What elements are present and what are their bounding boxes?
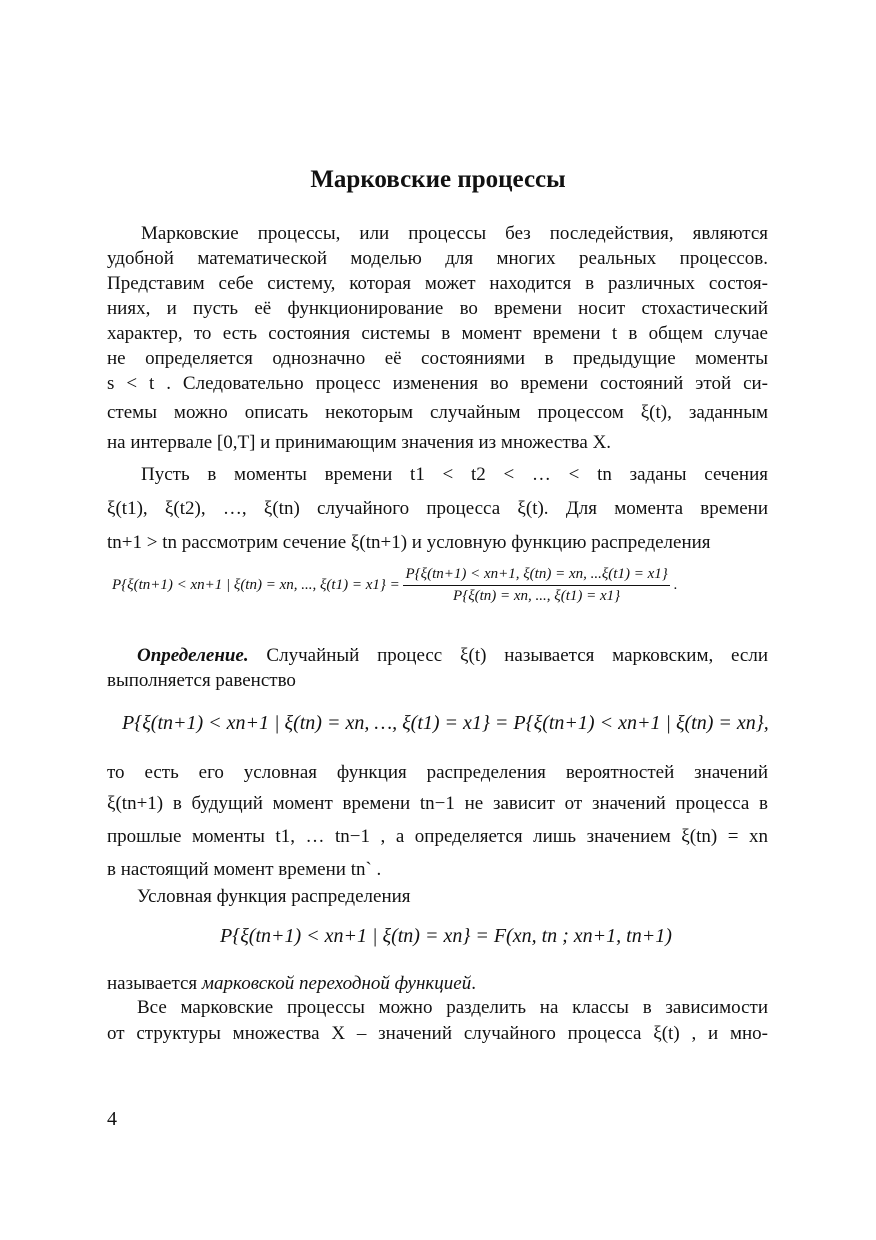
text-line: ξ(t1), ξ(t2), …, ξ(tn) случайного процесса ξ(t). Для момента времени — [107, 498, 768, 519]
text-line: на интервале [0,T] и принимающим значения из множества X. — [107, 432, 612, 453]
formula-fraction — [403, 566, 669, 605]
paragraph-5 — [107, 971, 768, 996]
paragraph-3 — [107, 760, 768, 882]
text-line — [107, 971, 768, 996]
text-line: Условная функция распределения — [137, 886, 411, 907]
text-line: Все марковские процессы можно разделить на классы в зависимости — [137, 997, 768, 1018]
text-line: то есть его условная функция распределения вероятностей значений — [107, 762, 768, 783]
paragraph-2 — [107, 462, 768, 555]
page-number: 4 — [107, 1108, 117, 1130]
term-italic: марковской переходной функцией — [201, 973, 472, 994]
paragraph-4 — [107, 884, 768, 909]
text-line: не определяется однозначно её состояниями в предыдущие моменты — [107, 348, 768, 369]
text-line: стемы можно описать некоторым случайным процессом ξ(t), заданным — [107, 402, 768, 423]
text-suffix: . — [471, 973, 476, 994]
text-line: в настоящий момент времени tn` . — [107, 859, 382, 880]
text-line: удобной математической моделью для многих реальных процессов. — [107, 248, 768, 269]
formula-end: . — [673, 576, 678, 593]
formula-denominator: P{ξ(tn) = xn, ..., ξ(t1) = x1} — [453, 588, 621, 604]
text-line: Представим себе систему, которая может находится в различных состоя- — [107, 273, 768, 294]
paragraph-6 — [107, 995, 768, 1046]
transition-function-formula: P{ξ(tn+1) < xn+1 | ξ(tn) = xn} = F(xn, tn ; xn+1, tn+1) — [220, 925, 672, 947]
text-line: Марковские процессы, или процессы без последействия, являются — [141, 223, 768, 244]
definition-paragraph — [107, 643, 768, 693]
conditional-distribution-formula — [112, 566, 677, 605]
text-line: от структуры множества X – значений случайного процесса ξ(t) , и мно- — [107, 1023, 768, 1044]
text-prefix: называется — [107, 973, 202, 994]
formula-lhs: P{ξ(tn+1) < xn+1 | ξ(tn) = xn, ..., ξ(t1) = x1} = — [112, 576, 400, 593]
text-line: выполняется равенство — [107, 670, 296, 691]
definition-label: Определение. — [137, 645, 249, 666]
text-line — [107, 643, 768, 668]
text-line: прошлые моменты t1, … tn−1 , а определяется лишь значением ξ(tn) = xn — [107, 826, 768, 847]
text-line: tn+1 > tn рассмотрим сечение ξ(tn+1) и условную функцию распределения — [107, 532, 711, 553]
markov-property-formula: P{ξ(tn+1) < xn+1 | ξ(tn) = xn, …, ξ(t1) = x1} = P{ξ(tn+1) < xn+1 | ξ(tn) = xn}, — [122, 712, 769, 734]
paragraph-1 — [107, 221, 768, 455]
text-line: характер, то есть состояния системы в момент времени t в общем случае — [107, 323, 768, 344]
page-title: Марковские процессы — [310, 166, 566, 193]
definition-text: Случайный процесс ξ(t) называется марковским, если — [266, 645, 769, 666]
text-line: s < t . Следовательно процесс изменения во времени состояний этой си- — [107, 373, 768, 394]
text-line: ниях, и пусть её функционирование во времени носит стохастический — [107, 298, 768, 319]
formula-numerator: P{ξ(tn+1) < xn+1, ξ(tn) = xn, ...ξ(t1) = x1} — [403, 566, 669, 586]
text-line: Пусть в моменты времени t1 < t2 < … < tn заданы сечения — [141, 464, 768, 485]
text-line: ξ(tn+1) в будущий момент времени tn−1 не зависит от значений процесса в — [107, 793, 768, 814]
